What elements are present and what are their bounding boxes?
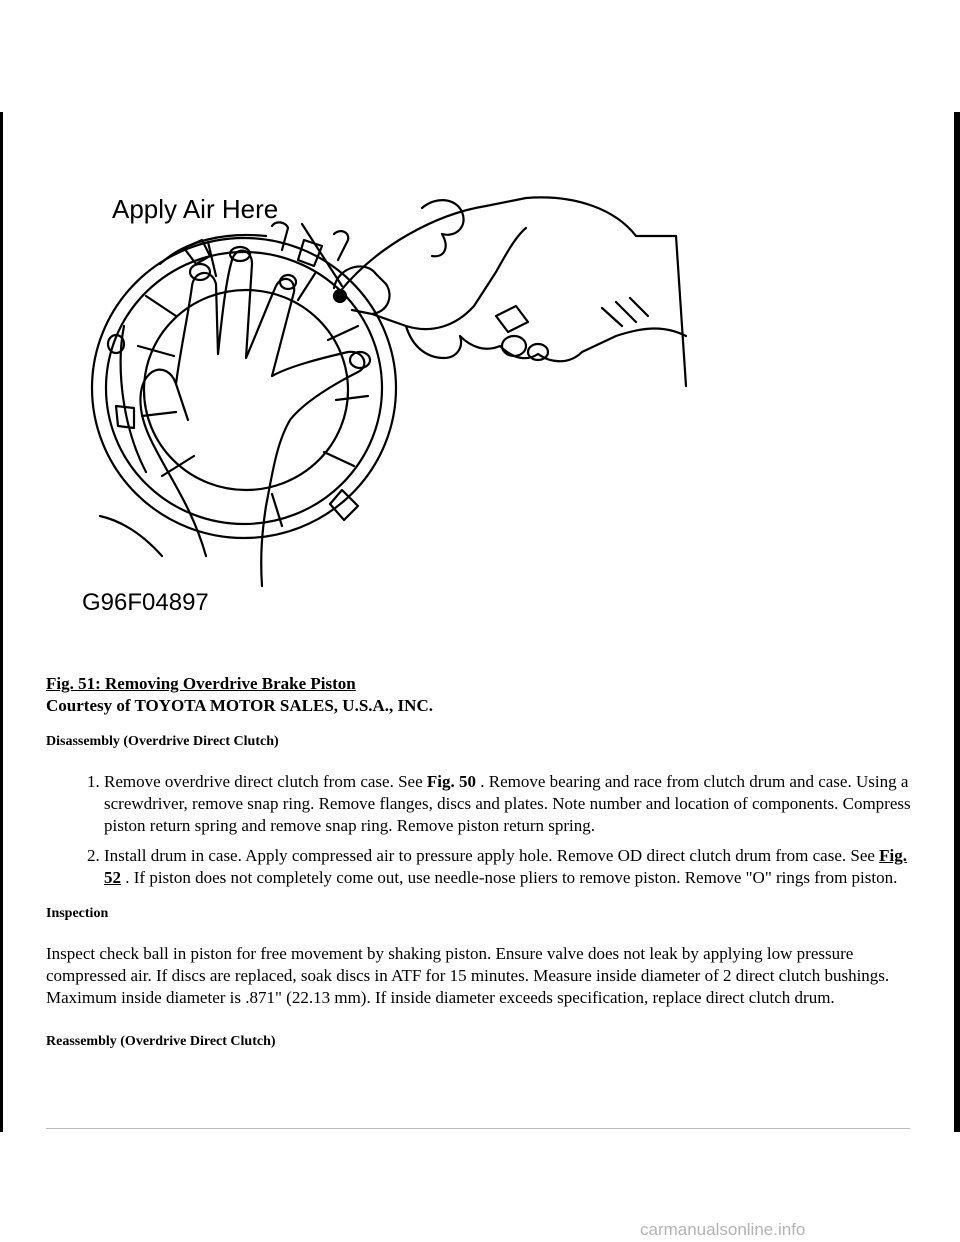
figure-52-link[interactable]: Fig. 52 [104,846,908,887]
site-watermark: carmanualsonline.info [640,1220,806,1239]
step-item [104,845,916,889]
document-body [46,673,916,1071]
footer-divider [46,1128,910,1129]
disassembly-heading: Disassembly (Overdrive Direct Clutch) [46,734,279,749]
step-item [104,771,916,837]
inspection-heading: Inspection [46,906,109,921]
figure-caption-title[interactable]: Fig. 51: Removing Overdrive Brake Piston [46,674,356,693]
step-text: . Remove bearing and race from clutch drum and case. Using a screwdriver, remove snap ring. Remove flanges, discs and plates. Note number and location of components. Compress piston return spring and remove snap ring. Remove piston return spring. [104,772,911,835]
figure-callout: Apply Air Here [112,194,279,224]
right-margin-rule [954,112,960,1132]
drum-outer-ring [92,238,396,538]
left-margin-rule [0,112,3,1132]
step-text: Remove overdrive direct clutch from case. See [104,772,427,791]
figure-code: G96F04897 [82,589,209,616]
hand-on-drum [100,251,364,586]
figure-51-illustration [76,176,716,626]
air-gun-hand [334,197,686,386]
step-text: Install drum in case. Apply compressed air to pressure apply hole. Remove OD direct clutch drum from case. See [104,846,880,865]
figure-50-ref[interactable]: Fig. 50 [426,772,476,791]
inspection-text: Inspect check ball in piston for free movement by shaking piston. Ensure valve does not leak by applying low pressure compressed air. If discs are replaced, soak discs in ATF for 15 minutes. Measure inside diameter of 2 direct clutch bushings. Maximum inside diameter is .871" (22.13 mm). If inside diameter exceeds specification, replace direct clutch drum. [46,944,890,1007]
reassembly-heading: Reassembly (Overdrive Direct Clutch) [46,1034,276,1049]
piston-inner-edge [144,290,348,490]
disassembly-steps [46,771,916,889]
step-text: . If piston does not completely come out, use needle-nose pliers to remove piston. Remove "O" rings from piston. [121,868,898,887]
figure-caption-credit: Courtesy of TOYOTA MOTOR SALES, U.S.A., INC. [46,696,433,715]
